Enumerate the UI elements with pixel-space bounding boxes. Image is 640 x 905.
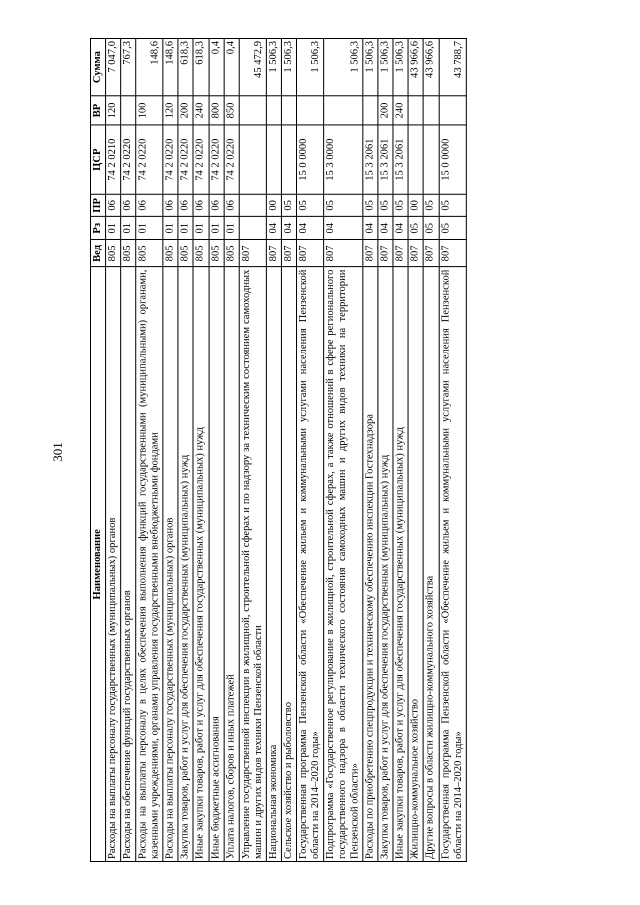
row-name: Другие вопросы в области жилищно-коммунального хозяйства [424,267,439,861]
row-sum: 148,6 [163,39,178,96]
row-ved: 807 [408,240,423,267]
row-vr [408,96,423,126]
row-ved: 807 [393,240,408,267]
row-csr: 74 2 0210 [106,125,121,194]
row-rz: 01 [136,217,163,240]
row-rz: 04 [296,217,323,240]
row-sum: 1 506,3 [281,39,296,96]
row-name: Расходы на обеспечение функций государственных органов [121,267,136,861]
row-csr: 15 3 2061 [378,125,393,194]
header-sum: Сумма [91,39,106,96]
row-pr: 05 [281,194,296,217]
row-pr: 06 [163,194,178,217]
row-vr: 120 [163,96,178,126]
row-vr [296,96,323,126]
row-ved: 805 [193,240,208,267]
row-pr: 06 [178,194,193,217]
row-sum: 45 472,9 [239,39,266,96]
row-csr: 74 2 0220 [121,125,136,194]
row-ved: 807 [378,240,393,267]
header-rz: Рз [91,217,106,240]
table-row [281,39,296,862]
row-csr: 15 3 0000 [324,125,363,194]
header-vr: ВР [91,96,106,126]
row-rz [239,217,266,240]
row-vr [363,96,378,126]
row-vr [121,96,136,126]
row-vr: 200 [378,96,393,126]
row-rz: 05 [439,217,466,240]
row-ved: 805 [106,240,121,267]
row-sum: 1 506,3 [324,39,363,96]
row-csr: 74 2 0220 [178,125,193,194]
row-csr [424,125,439,194]
row-ved: 805 [209,240,224,267]
row-name: Иные закупки товаров, работ и услуг для обеспечения государственных (муниципальных) нужд [193,267,208,861]
table-row [424,39,439,862]
row-ved: 805 [136,240,163,267]
row-name: Уплата налогов, сборов и иных платежей [224,267,239,861]
row-ved: 807 [424,240,439,267]
budget-table [90,38,466,862]
row-rz: 04 [266,217,281,240]
row-vr [281,96,296,126]
row-sum: 618,3 [193,39,208,96]
page-number: 301 [50,442,65,462]
row-ved: 807 [281,240,296,267]
row-vr [324,96,363,126]
row-name: Подпрограмма «Государственное регулирование в жилищной, строительной сферах, а также отношений в сфере регионального государственного надзора в области технического состояния самоходных машин и других видов техники на территории Пензенской области» [324,267,363,861]
row-sum: 767,3 [121,39,136,96]
table-row [378,39,393,862]
row-name: Расходы по приобретению спецпродукции и техническому обеспечению инспекции Гостехнадзора [363,267,378,861]
header-pr: ПР [91,194,106,217]
table-body [106,39,466,862]
row-vr: 120 [106,96,121,126]
row-rz: 05 [408,217,423,240]
row-csr [239,125,266,194]
table-row [121,39,136,862]
row-pr: 05 [439,194,466,217]
row-rz: 04 [393,217,408,240]
header-ved: Вед [91,240,106,267]
row-vr [266,96,281,126]
budget-table-container [90,38,467,862]
table-row [224,39,239,862]
row-pr: 05 [378,194,393,217]
row-pr: 05 [296,194,323,217]
row-ved: 805 [121,240,136,267]
header-name: Наименование [91,267,106,861]
row-name: Закупка товаров, работ и услуг для обеспечения государственных (муниципальных) нужд [378,267,393,861]
row-rz: 04 [324,217,363,240]
row-sum: 618,3 [178,39,193,96]
row-csr [281,125,296,194]
table-row [296,39,323,862]
table-row [239,39,266,862]
row-rz: 04 [378,217,393,240]
row-ved: 807 [266,240,281,267]
row-sum: 0,4 [224,39,239,96]
table-row [393,39,408,862]
row-sum: 43 788,7 [439,39,466,96]
row-pr: 05 [324,194,363,217]
row-pr: 05 [393,194,408,217]
row-ved: 805 [178,240,193,267]
row-csr: 15 0 0000 [439,125,466,194]
row-ved: 807 [324,240,363,267]
row-sum: 0,4 [209,39,224,96]
table-row [163,39,178,862]
row-rz: 01 [106,217,121,240]
row-sum: 1 506,3 [266,39,281,96]
row-name: Иные закупки товаров, работ и услуг для обеспечения государственных (муниципальных) нужд [393,267,408,861]
row-sum: 1 506,3 [393,39,408,96]
header-csr: ЦСР [91,125,106,194]
row-pr: 06 [136,194,163,217]
row-name: Государственная программа Пензенской области «Обеспечение жильем и коммунальными услугами населения Пензенской области на 2014–2020 годы» [439,267,466,861]
row-name: Закупка товаров, работ и услуг для обеспечения государственных (муниципальных) нужд [178,267,193,861]
row-pr: 06 [121,194,136,217]
row-csr: 74 2 0220 [136,125,163,194]
row-sum: 1 506,3 [296,39,323,96]
row-vr: 200 [178,96,193,126]
row-pr: 06 [224,194,239,217]
row-ved: 807 [296,240,323,267]
row-pr [239,194,266,217]
table-row [363,39,378,862]
row-ved: 805 [224,240,239,267]
row-csr: 15 3 2061 [363,125,378,194]
row-pr: 06 [193,194,208,217]
row-name: Сельское хозяйство и рыболовство [281,267,296,861]
table-row [106,39,121,862]
row-rz: 01 [178,217,193,240]
row-ved: 805 [163,240,178,267]
row-pr: 06 [106,194,121,217]
table-row [408,39,423,862]
row-sum: 43 966,6 [408,39,423,96]
row-sum: 148,6 [136,39,163,96]
row-sum: 1 506,3 [363,39,378,96]
row-rz: 04 [281,217,296,240]
table-row [324,39,363,862]
table-row [178,39,193,862]
row-pr: 05 [424,194,439,217]
table-row [266,39,281,862]
row-ved: 807 [239,240,266,267]
row-rz: 01 [193,217,208,240]
row-name: Национальная экономика [266,267,281,861]
row-csr: 74 2 0220 [163,125,178,194]
row-sum: 1 506,3 [378,39,393,96]
row-name: Расходы на выплаты персоналу в целях обеспечения выполнения функций государственными (муниципальными) органами, казенными учреждениями, органами управления государственными внебюджетными фондами [136,267,163,861]
row-pr: 00 [266,194,281,217]
row-rz: 04 [363,217,378,240]
row-vr: 850 [224,96,239,126]
row-rz: 01 [209,217,224,240]
table-header-row [91,39,106,862]
row-rz: 05 [424,217,439,240]
table-row [193,39,208,862]
row-csr: 74 2 0220 [224,125,239,194]
row-ved: 807 [439,240,466,267]
row-name: Управление государственной инспекции в жилищной, строительной сферах и по надзору за техническим состоянием самоходных машин и других видов техники Пензенской области [239,267,266,861]
row-ved: 807 [363,240,378,267]
row-vr [439,96,466,126]
row-rz: 01 [163,217,178,240]
row-sum: 7 047,0 [106,39,121,96]
row-csr: 15 3 2061 [393,125,408,194]
row-vr: 800 [209,96,224,126]
row-pr: 00 [408,194,423,217]
row-csr: 74 2 0220 [209,125,224,194]
row-vr: 240 [193,96,208,126]
row-vr: 240 [393,96,408,126]
table-row [209,39,224,862]
row-name: Расходы на выплаты персоналу государственных (муниципальных) органов [163,267,178,861]
row-name: Государственная программа Пензенской области «Обеспечение жильем и коммунальными услугами населения Пензенской области на 2014–2020 годы» [296,267,323,861]
row-csr [408,125,423,194]
row-name: Иные бюджетные ассигнования [209,267,224,861]
row-csr: 15 0 0000 [296,125,323,194]
row-rz: 01 [224,217,239,240]
row-vr [424,96,439,126]
table-row [439,39,466,862]
row-rz: 01 [121,217,136,240]
table-row [136,39,163,862]
row-pr: 05 [363,194,378,217]
row-name: Жилищно-коммунальное хозяйство [408,267,423,861]
row-csr [266,125,281,194]
row-pr: 06 [209,194,224,217]
row-name: Расходы на выплаты персоналу государственных (муниципальных) органов [106,267,121,861]
row-csr: 74 2 0220 [193,125,208,194]
row-vr [239,96,266,126]
row-sum: 43 966,6 [424,39,439,96]
row-vr: 100 [136,96,163,126]
